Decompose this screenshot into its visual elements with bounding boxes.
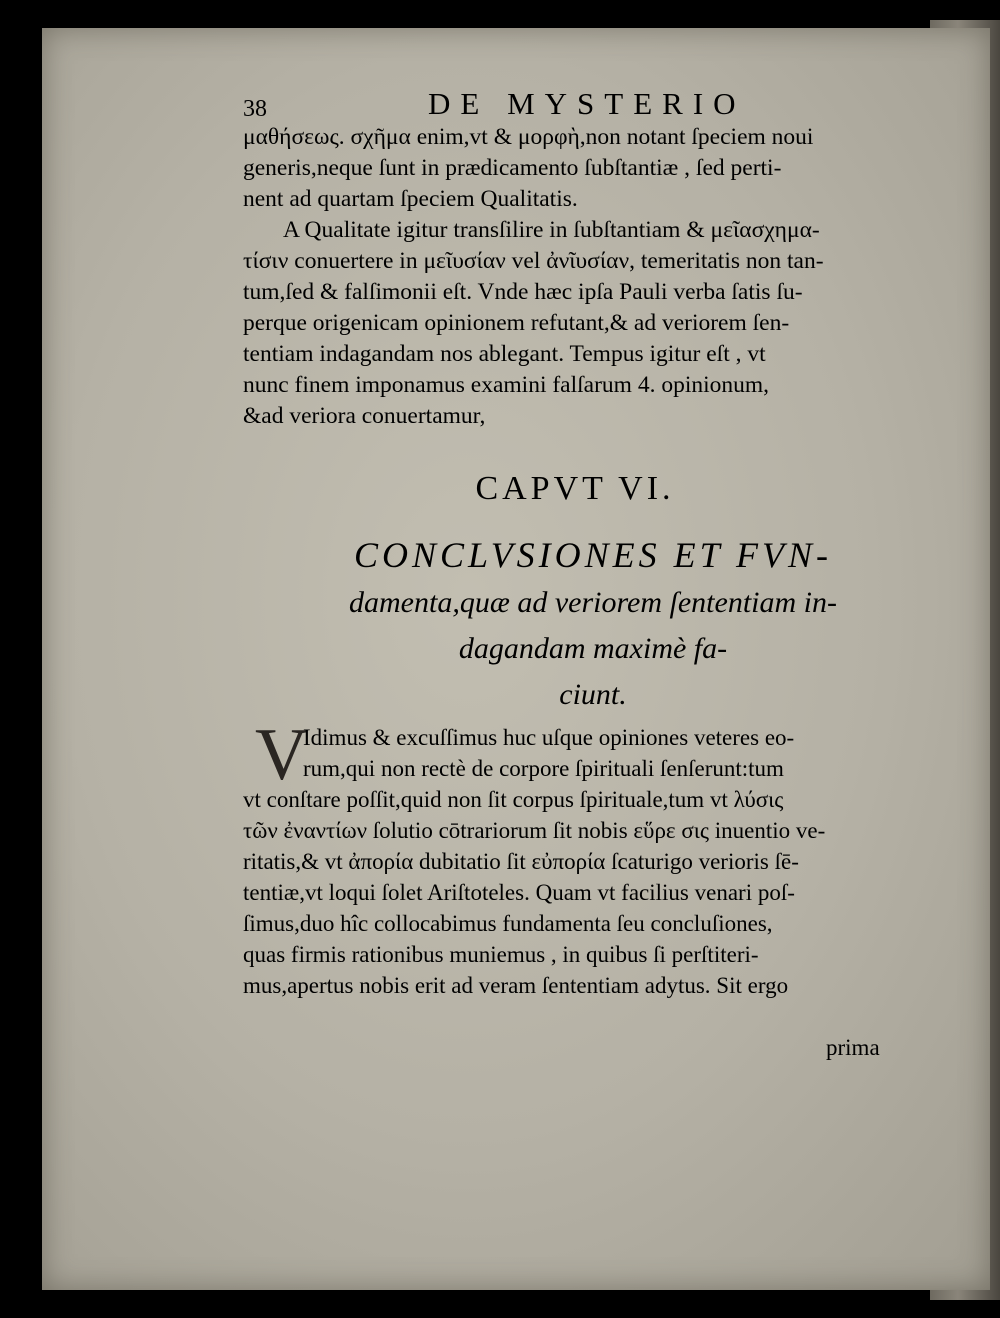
text-line: rum,qui non rectè de corpore ſpirituali ſenſerunt:tum [303,756,784,781]
subtitle-line: ciunt. [559,678,627,711]
text-line: &ad veriora conuertamur, [243,403,486,429]
text-line: mus,apertus nobis erit ad veram ſententiam adytus. Sit ergo [243,973,789,998]
text-line: tentiam indagandam nos ablegant. Tempus igitur eſt , vt [243,341,766,367]
page-number: 38 [243,96,267,122]
paragraph-1 [243,122,963,432]
text-line: perque origenicam opinionem refutant,& ad veriorem ſen- [243,310,790,336]
chapter-subtitle [243,530,943,718]
text-line: ritatis,& vt ἀπορία dubitatio ſit εὐπορία ſcaturigo verioris ſē- [243,849,799,874]
text-line: nunc finem imponamus examini falſarum 4. opinionum, [243,372,770,398]
text-line: vt conſtare poſſit,quid non ſit corpus ſpirituale,tum vt λύσις [243,787,784,812]
catchword: prima [826,1035,880,1060]
text-line: τῶν ἐναντίων ſolutio cōtrariorum ſit nobis εὕρε σις inuentio ve- [243,818,826,843]
subtitle-line: CONCLVSIONES ET FVN- [353,535,833,575]
text-line: generis,neque ſunt in prædicamento ſubſtantiæ , ſed perti- [243,155,782,181]
text-line: quas firmis rationibus muniemus , in quibus ſi perſtiteri- [243,942,759,967]
text-line: ſimus,duo hîc collocabimus fundamenta ſeu concluſiones, [243,911,773,936]
drop-cap: V [255,714,309,796]
chapter-heading: CAPVT VI. [475,470,675,507]
text-line: μαθήσεως. σχῆμα enim,vt & μορφὴ,non notant ſpeciem noui [243,124,814,150]
paragraph-2 [243,722,953,1001]
subtitle-line: dagandam maximè fa- [458,632,728,665]
running-head [243,86,923,126]
text-line: tum,ſed & falſimonii eſt. Vnde hæc ipſa Pauli verba ſatis ſu- [243,279,803,305]
text-line: τίσιν conuertere in μεῖυσίαν vel ἀνῖυσίαν, temeritatis non tan- [243,248,824,274]
subtitle-line: damenta,quæ ad veriorem ſententiam in- [349,586,837,619]
text-line: tentiæ,vt loqui ſolet Ariſtoteles. Quam vt facilius venari poſ- [243,880,795,905]
text-line: nent ad quartam ſpeciem Qualitatis. [243,186,578,212]
text-line: A Qualitate igitur transſilire in ſubſtantiam & μεῖασχημα- [283,217,820,243]
running-title: DE MYSTERIO [428,86,746,121]
text-line: Idimus & excuſſimus huc uſque opiniones veteres eo- [303,725,795,750]
